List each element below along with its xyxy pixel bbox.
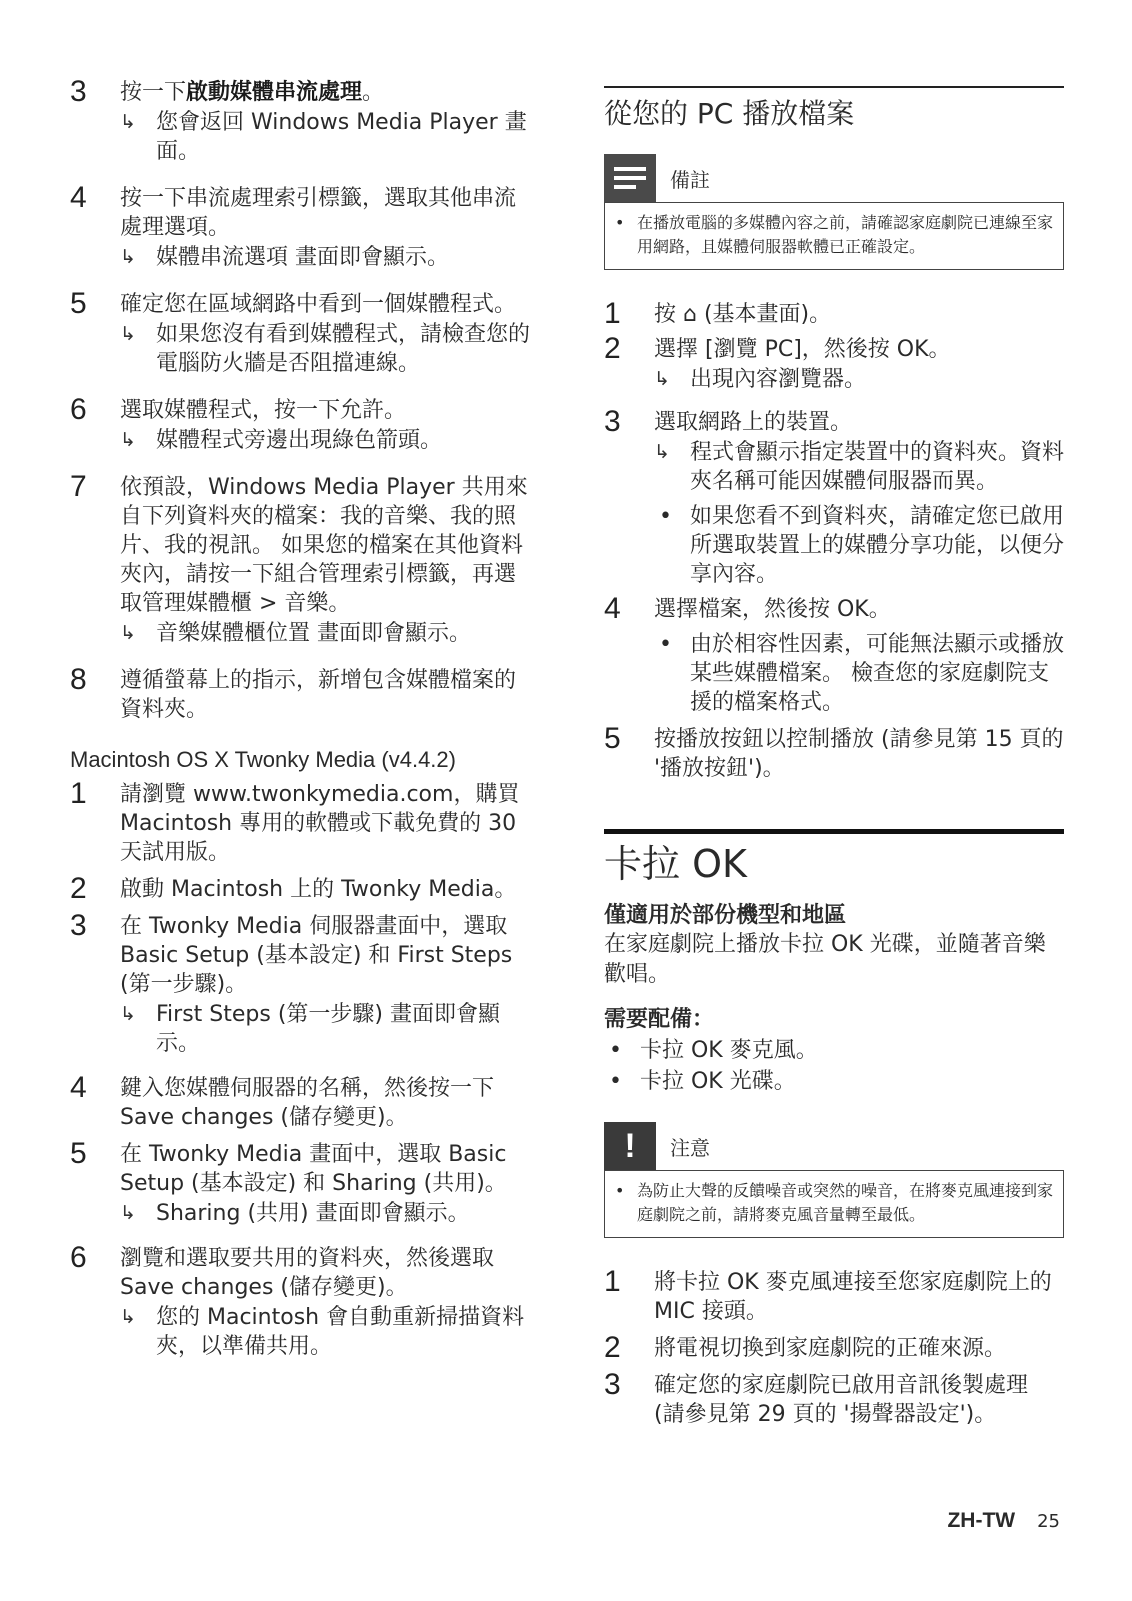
mac-step-3: 3 在 Twonky Media 伺服器畫面中，選取 Basic Setup (基本設定) 和 First Steps (第一步驟)。 ↳ First Steps (第一步驟) 畫面即會顯示。 — [70, 912, 532, 1058]
step-result: ↳ 媒體串流選項 畫面即會顯示。 — [120, 245, 449, 270]
caution-header — [604, 1122, 1064, 1170]
step-result: ↳ Sharing (共用) 畫面即會顯示。 — [120, 1201, 470, 1226]
requirements-heading: 需要配備： — [604, 1007, 715, 1032]
mac-step-2: 2 啟動 Macintosh 上的 Twonky Media。 — [70, 872, 517, 905]
caution-label: 注意 — [670, 1135, 710, 1160]
section-rule — [604, 829, 1064, 834]
exclamation-icon: ! — [604, 1122, 656, 1170]
requirement-item: • 卡拉 OK 光碟。 — [609, 1069, 796, 1094]
mac-heading: Macintosh OS X Twonky Media (v4.4.2) — [70, 747, 456, 772]
section-rule — [604, 86, 1064, 88]
mac-step-6: 6 瀏覽和選取要共用的資料夾，然後選取 Save changes (儲存變更)。 ↳ 您的 Macintosh 會自動重新掃描資料夾，以準備共用。 — [70, 1244, 532, 1361]
availability-heading: 僅適用於部份機型和地區 — [604, 903, 847, 928]
pc-step-4: 4 選擇檔案，然後按 OK。 • 由於相容性因素，可能無法顯示或播放某些媒體檔案。 檢查您的家庭劇院支援的檔案格式。 — [604, 592, 1065, 715]
karaoke-step-2: 2 將電視切換到家庭劇院的正確來源。 — [604, 1331, 1007, 1364]
pc-step-3: 3 選取網路上的裝置。 ↳ 程式會顯示指定裝置中的資料夾。資料夾名稱可能因媒體伺服器而異。 • 如果您看不到資料夾，請確定您已啟用所選取裝置上的媒體分享功能，以便分享內容。 — [604, 405, 1065, 587]
karaoke-step-3: 3 確定您的家庭劇院已啟用音訊後製處理 (請參見第 29 頁的 '揚聲器設定')。 — [604, 1368, 1029, 1427]
step-result: ↳ 出現內容瀏覽器。 — [654, 367, 867, 392]
result-arrow-icon: ↳ — [654, 368, 670, 390]
right-column — [604, 0, 1064, 1429]
step-7-default-sharing: 7 依預設，Windows Media Player 共用來自下列資料夾的檔案：我的音樂、我的照片、我的視訊。 如果您的檔案在其他資料夾內，請按一下組合管理索引標籤，再選取管理媒體櫃 > 音樂。 ↳ 音樂媒體櫃位置 畫面即會顯示。 — [70, 473, 532, 648]
step-4-streaming-tab: 4 按一下串流處理索引標籤，選取其他串流處理選項。 ↳ 媒體串流選項 畫面即會顯示。 — [70, 184, 532, 272]
page-number: 25 — [1037, 1511, 1060, 1532]
requirement-item: • 卡拉 OK 麥克風。 — [609, 1038, 818, 1063]
page-footer — [947, 1508, 1060, 1533]
step-bullet: • 如果您看不到資料夾，請確定您已啟用所選取裝置上的媒體分享功能，以便分享內容。 — [659, 504, 1065, 587]
result-arrow-icon: ↳ — [654, 441, 670, 463]
caution-box: • 為防止大聲的反饋噪音或突然的噪音，在將麥克風連接到家庭劇院之前，請將麥克風音量轉至最低。 — [604, 1170, 1064, 1238]
result-arrow-icon: ↳ — [120, 1202, 136, 1224]
result-arrow-icon: ↳ — [120, 1306, 136, 1328]
note-label: 備註 — [670, 167, 710, 192]
note-header — [604, 154, 1064, 202]
result-arrow-icon: ↳ — [120, 1003, 136, 1025]
step-result: ↳ 您會返回 Windows Media Player 畫面。 — [120, 110, 527, 164]
mac-step-1: 1 請瀏覽 www.twonkymedia.com，購買 Macintosh 專用的軟體或下載免費的 30 天試用版。 — [70, 777, 520, 865]
result-arrow-icon: ↳ — [120, 323, 136, 345]
result-arrow-icon: ↳ — [120, 429, 136, 451]
step-result: ↳ 程式會顯示指定裝置中的資料夾。資料夾名稱可能因媒體伺服器而異。 — [654, 440, 1065, 494]
pc-step-5: 5 按播放按鈕以控制播放 (請參見第 15 頁的 '播放按鈕')。 — [604, 722, 1064, 781]
mac-step-5: 5 在 Twonky Media 畫面中，選取 Basic Setup (基本設定) 和 Sharing (共用)。 ↳ Sharing (共用) 畫面即會顯示。 — [70, 1140, 532, 1228]
pc-step-2: 2 選擇 [瀏覽 PC]，然後按 OK。 ↳ 出現內容瀏覽器。 — [604, 335, 1064, 394]
section-title-play-from-pc: 從您的 PC 播放檔案 — [604, 97, 855, 130]
step-result: ↳ 媒體程式旁邊出現綠色箭頭。 — [120, 428, 443, 453]
step-result: ↳ First Steps (第一步驟) 畫面即會顯示。 — [120, 1002, 500, 1056]
step-result: ↳ 您的 Macintosh 會自動重新掃描資料夾，以準備共用。 — [120, 1305, 525, 1359]
step-8-follow-instructions: 8 遵循螢幕上的指示，新增包含媒體檔案的資料夾。 — [70, 663, 517, 722]
result-arrow-icon: ↳ — [120, 111, 136, 133]
section-title-karaoke: 卡拉 OK — [604, 842, 747, 886]
caution-text: 為防止大聲的反饋噪音或突然的噪音，在將麥克風連接到家庭劇院之前，請將麥克風音量轉至最低。 — [637, 1181, 1054, 1224]
result-arrow-icon: ↳ — [120, 622, 136, 644]
step-5-local-network: 5 確定您在區域網路中看到一個媒體程式。 ↳ 如果您沒有看到媒體程式，請檢查您的電腦防火牆是否阻擋連線。 — [70, 287, 531, 376]
step-6-allow: 6 選取媒體程式，按一下允許。 ↳ 媒體程式旁邊出現綠色箭頭。 — [70, 396, 532, 455]
mac-step-4: 4 鍵入您媒體伺服器的名稱，然後按一下 Save changes (儲存變更)。 — [70, 1071, 495, 1130]
step-bullet: • 由於相容性因素，可能無法顯示或播放某些媒體檔案。 檢查您的家庭劇院支援的檔案格式。 — [659, 632, 1065, 715]
step-result: ↳ 音樂媒體櫃位置 畫面即會顯示。 — [120, 621, 471, 646]
note-text: 在播放電腦的多媒體內容之前，請確認家庭劇院已連線至家用網路，且媒體伺服器軟體已正確設定。 — [637, 213, 1054, 256]
result-arrow-icon: ↳ — [120, 246, 136, 268]
pc-step-1: 1 按 ⌂ (基本畫面)。 — [604, 297, 832, 330]
step-result: ↳ 如果您沒有看到媒體程式，請檢查您的電腦防火牆是否阻擋連線。 — [120, 322, 531, 376]
language-code: ZH-TW — [947, 1509, 1016, 1532]
note-box: • 在播放電腦的多媒體內容之前，請確認家庭劇院已連線至家用網路，且媒體伺服器軟體已正確設定。 — [604, 202, 1064, 270]
note-icon — [604, 154, 656, 202]
step-3-start-streaming: 3 按一下啟動媒體串流處理。 ↳ 您會返回 Windows Media Player 畫面。 — [70, 78, 532, 166]
karaoke-step-1: 1 將卡拉 OK 麥克風連接至您家庭劇院上的 MIC 接頭。 — [604, 1265, 1052, 1324]
left-column — [70, 0, 532, 1361]
availability-text: 在家庭劇院上播放卡拉 OK 光碟，並隨著音樂歡唱。 — [604, 932, 1046, 987]
